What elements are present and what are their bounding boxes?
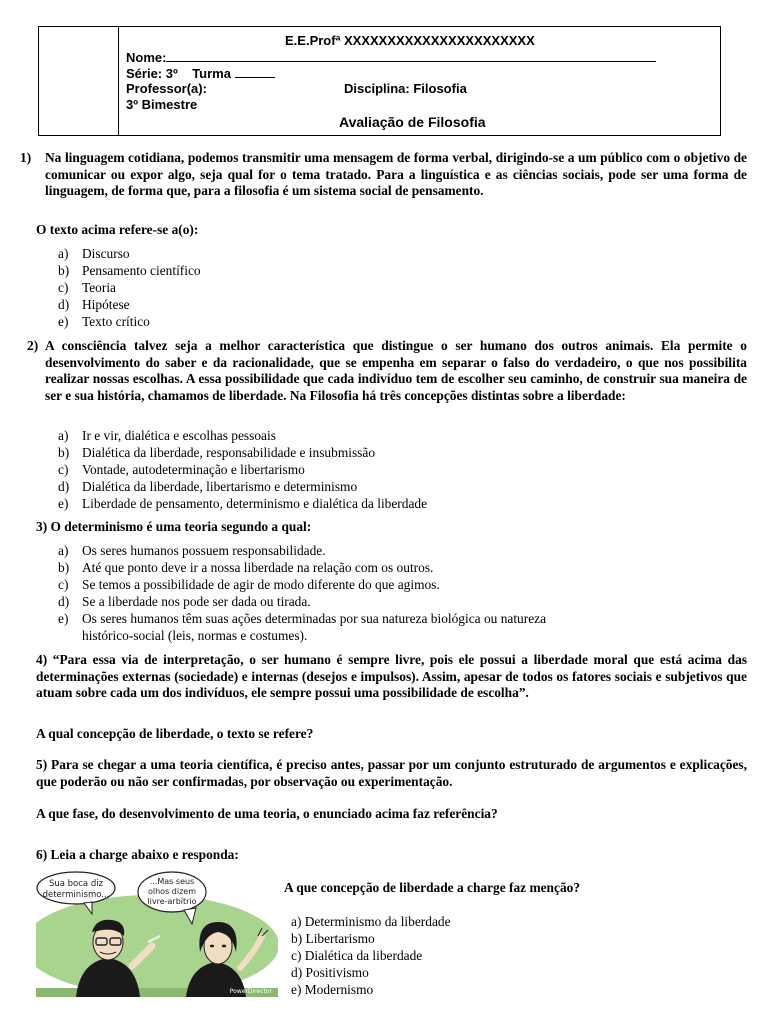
q1-text: Na linguagem cotidiana, podemos transmitir uma mensagem de forma verbal, dirigindo-se a um público com o objetivo de comunicar ou expor algo, seja qual for o tema tratado. Para a linguística e as ciências sociais, pode ser uma forma de linguagem, de forma que, para a filosofia é um sistema social de pensamento.: [45, 150, 747, 199]
q1-option-a[interactable]: a) Discurso: [58, 246, 130, 261]
q6-option-e[interactable]: e) Modernismo: [291, 982, 374, 997]
q1-prompt: O texto acima refere-se a(o):: [36, 222, 199, 237]
q2-option-e[interactable]: e) Liberdade de pensamento, determinismo e dialética da liberdade: [58, 496, 428, 511]
q1-option-d[interactable]: d) Hipótese: [58, 297, 130, 312]
bubble-right-line-3: livre-arbítrio: [147, 897, 197, 906]
q3-option-e-continued: histórico-social (leis, normas e costumes).: [82, 628, 308, 643]
term-label: 3º Bimestre: [126, 97, 198, 112]
bubble-right-line-2: olhos dizem: [147, 887, 197, 896]
q6-option-c[interactable]: c) Dialética da liberdade: [291, 948, 423, 963]
grade-label: Série: 3º: [126, 66, 178, 81]
q6-option-a[interactable]: a) Determinismo da liberdade: [291, 914, 451, 929]
q4-prompt: A qual concepção de liberdade, o texto se refere?: [36, 726, 314, 741]
q2-number: 2): [27, 338, 39, 353]
q2-text: A consciência talvez seja a melhor característica que distingue o ser humano dos outros animais. Ela permite o desenvolvimento do saber e da racionalidade, que se empenha em separar o falso do verdadeiro, o que nos possibilita realizar nossas escolhas. A essa possibilidade que cada indivíduo tem de escolher seu caminho, de construir sua maneira de ser e sua história, chamamos de liberdade. Na Filosofia há três concepções distintas sobre a liberdade:: [45, 338, 747, 403]
q2-option-a[interactable]: a) Ir e vir, dialética e escolhas pessoais: [58, 428, 276, 443]
q2-option-b[interactable]: b) Dialética da liberdade, responsabilidade e insubmissão: [58, 445, 376, 460]
q5-prompt: A que fase, do desenvolvimento de uma teoria, o enunciado acima faz referência?: [36, 806, 498, 821]
cartoon-image: [36, 870, 278, 997]
q3-option-a[interactable]: a) Os seres humanos possuem responsabilidade.: [58, 543, 326, 558]
evaluation-title: Avaliação de Filosofia: [339, 114, 486, 130]
q2-option-c[interactable]: c) Vontade, autodeterminação e libertarismo: [58, 462, 305, 477]
q5-text: 5) Para se chegar a uma teoria científica, é preciso antes, passar por um conjunto estruturado de argumentos e explicações, que poderão ou não ser confirmadas, por observação ou experimentação.: [36, 757, 747, 789]
watermark-text: PowerDirector: [229, 988, 272, 995]
subject-label: Disciplina: Filosofia: [344, 81, 467, 96]
name-field: [126, 49, 656, 65]
q3-option-c[interactable]: c) Se temos a possibilidade de agir de modo diferente do que agimos.: [58, 577, 440, 592]
exam-header: [38, 26, 721, 136]
class-label: Turma: [192, 66, 231, 81]
q6-prompt: A que concepção de liberdade a charge faz menção?: [284, 880, 581, 895]
q1-option-b[interactable]: b) Pensamento científico: [58, 263, 201, 278]
q1-option-e[interactable]: e) Texto crítico: [58, 314, 150, 329]
q1-option-c[interactable]: c) Teoria: [58, 280, 117, 295]
name-line: [166, 49, 656, 62]
grade-field: [126, 65, 275, 81]
q3-option-e[interactable]: e) Os seres humanos têm suas ações determinadas por sua natureza biológica ou natureza: [58, 611, 547, 626]
name-label: Nome:: [126, 50, 167, 65]
school-name: E.E.Profª XXXXXXXXXXXXXXXXXXXXXX: [285, 33, 535, 48]
q6-option-b[interactable]: b) Libertarismo: [291, 931, 375, 946]
bubble-right-line-1: ...Mas seus: [149, 877, 195, 886]
q6-option-d[interactable]: d) Positivismo: [291, 965, 369, 980]
q3-text: 3) O determinismo é uma teoria segundo a qual:: [36, 519, 312, 534]
bubble-left-line-2: determinismo...: [42, 890, 110, 900]
teacher-label: Professor(a):: [126, 81, 207, 96]
bubble-left-line-1: Sua boca diz: [48, 879, 104, 889]
logo-cell: [39, 27, 119, 135]
q4-text: 4) “Para essa via de interpretação, o ser humano é sempre livre, pois ele possui a liberdade moral que está acima das determinações externas (sociedade) e internas (desejos e impulsos). Assim, apesar de todos os fatores sociais e subjetivos que atuam sobre cada um dos indivíduos, ele sempre possui uma possibilidade de escolha”.: [36, 652, 747, 701]
class-line: [235, 65, 275, 78]
q2-option-d[interactable]: d) Dialética da liberdade, libertarismo e determinismo: [58, 479, 358, 494]
q3-option-b[interactable]: b) Até que ponto deve ir a nossa liberdade na relação com os outros.: [58, 560, 434, 575]
q6-text: 6) Leia a charge abaixo e responda:: [36, 847, 239, 862]
q3-option-d[interactable]: d) Se a liberdade nos pode ser dada ou tirada.: [58, 594, 311, 609]
q1-number: 1): [20, 150, 32, 165]
